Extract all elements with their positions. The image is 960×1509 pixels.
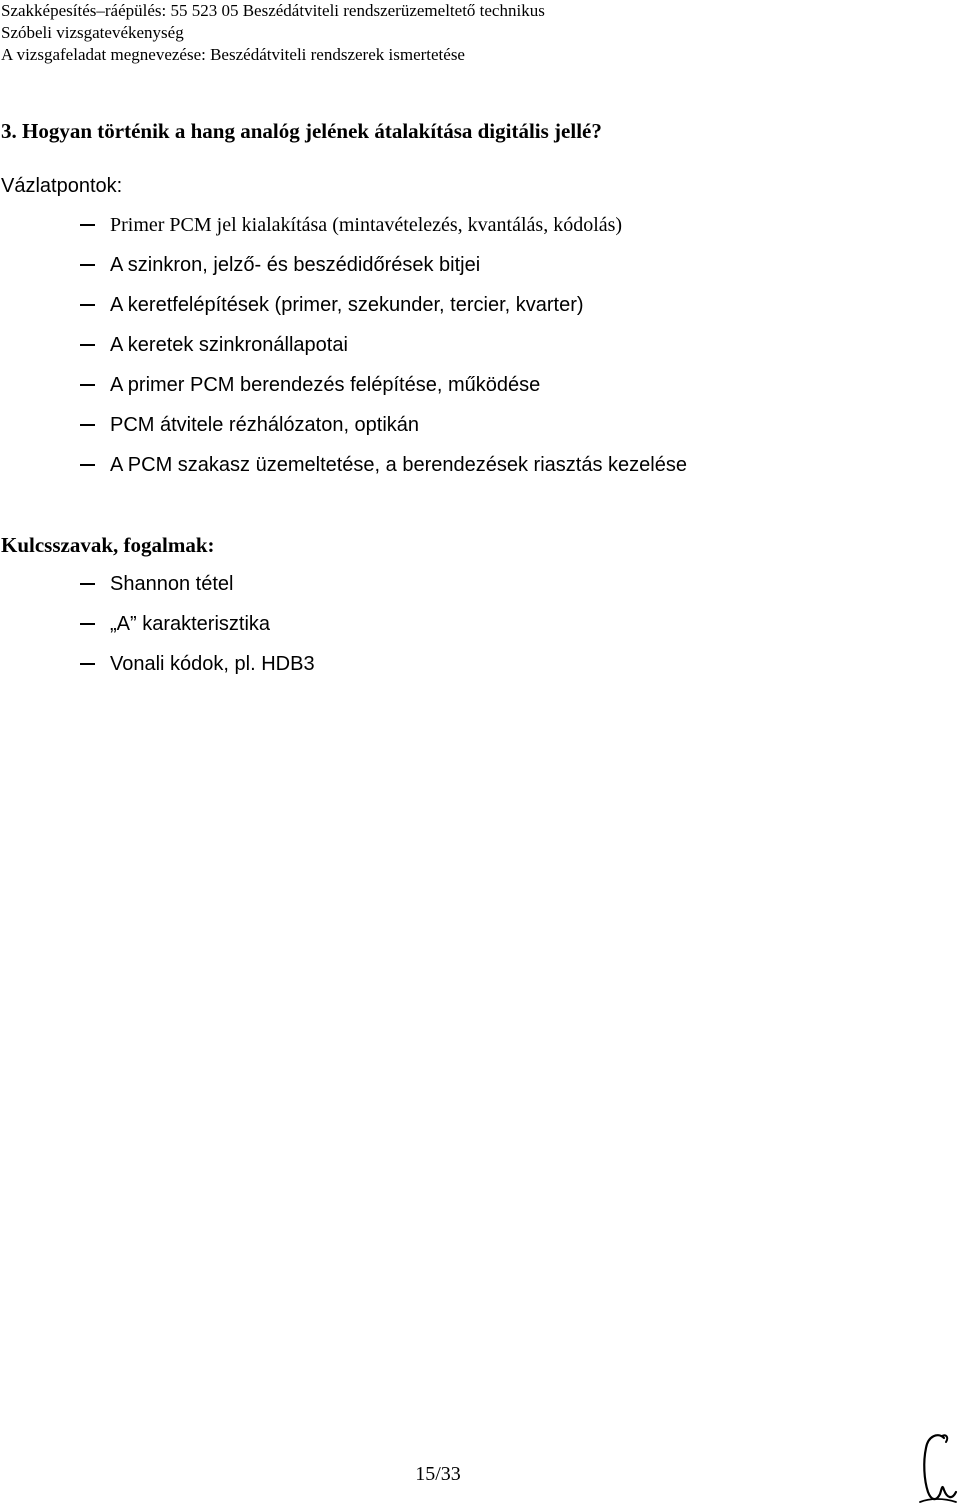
header-qualification: Szakképesítés–ráépülés: 55 523 05 Beszédátviteli rendszerüzemeltető technikus [1,1,545,20]
keyword-item-text: Vonali kódok, pl. HDB3 [110,653,315,675]
outline-item-text: A keretfelépítések (primer, szekunder, tercier, kvarter) [110,294,584,316]
outline-item-text: PCM átvitele rézhálózaton, optikán [110,414,420,436]
outline-item-text: A primer PCM berendezés felépítése, működése [110,374,541,396]
question-title: 3. Hogyan történik a hang analóg jelének átalakítása digitális jellé? [1,119,602,143]
dash-bullet-icon [80,304,95,306]
dash-bullet-icon [80,344,95,346]
document-header [1,0,545,66]
keywords-label: Kulcsszavak, fogalmak: [1,533,215,557]
outline-item-text: A keretek szinkronállapotai [110,334,348,356]
keyword-item-text: Shannon tétel [110,573,234,595]
outline-item-text: A PCM szakasz üzemeltetése, a berendezések riasztás kezelése [110,454,687,476]
page-number: 15/33 [415,1463,461,1485]
dash-bullet-icon [80,464,95,466]
dash-bullet-icon [80,623,95,625]
header-exam-activity: Szóbeli vizsgatevékenység [1,23,184,42]
dash-bullet-icon [80,663,95,665]
signature-icon [918,1428,958,1506]
dash-bullet-icon [80,264,95,266]
dash-bullet-icon [80,583,95,585]
dash-bullet-icon [80,424,95,426]
keyword-item-text: „A” karakterisztika [110,613,271,635]
outline-item-text: A szinkron, jelző- és beszédidőrések bitjei [110,254,481,276]
dash-bullet-icon [80,224,95,226]
outline-item-text: Primer PCM jel kialakítása (mintavételezés, kvantálás, kódolás) [110,214,623,236]
dash-bullet-icon [80,384,95,386]
outline-label: Vázlatpontok: [1,175,123,197]
header-task-name: A vizsgafeladat megnevezése: Beszédátviteli rendszerek ismertetése [1,45,465,64]
